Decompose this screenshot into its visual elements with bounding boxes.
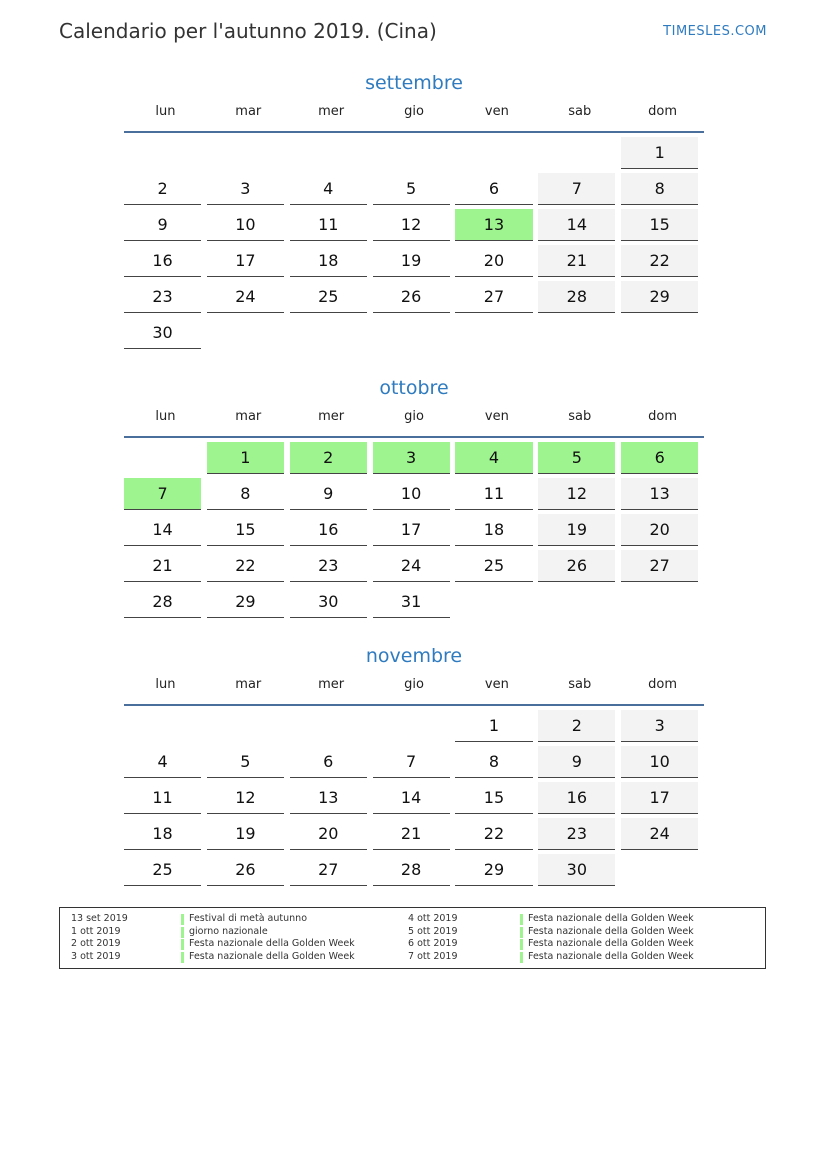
holiday-marker <box>181 927 184 938</box>
day-cell[interactable]: 14 <box>538 209 615 241</box>
day-cell[interactable]: 24 <box>373 550 450 582</box>
weekday-header <box>124 677 704 697</box>
week-row <box>124 550 704 586</box>
day-cell <box>207 317 284 348</box>
legend-row <box>71 926 401 939</box>
day-cell[interactable]: 9 <box>124 209 201 241</box>
month-name: novembre <box>365 645 463 667</box>
weekday-label: ven <box>484 104 509 119</box>
day-cell <box>373 317 450 348</box>
day-cell[interactable]: 1 <box>455 710 532 742</box>
weekday-label: ven <box>484 409 509 424</box>
day-cell[interactable]: 2 <box>124 173 201 205</box>
day-cell[interactable]: 9 <box>538 746 615 778</box>
week-row <box>124 442 704 478</box>
day-cell[interactable]: 13 <box>455 209 532 241</box>
day-cell[interactable]: 4 <box>290 173 367 205</box>
day-cell[interactable]: 5 <box>207 746 284 778</box>
week-row <box>124 245 704 281</box>
day-cell[interactable]: 21 <box>124 550 201 582</box>
day-cell[interactable]: 16 <box>124 245 201 277</box>
weekday-header <box>124 409 704 429</box>
day-cell[interactable]: 17 <box>621 782 698 814</box>
day-cell[interactable]: 26 <box>207 854 284 886</box>
day-cell <box>621 317 698 348</box>
day-cell[interactable]: 22 <box>207 550 284 582</box>
week-row <box>124 746 704 782</box>
day-cell <box>373 710 450 741</box>
day-cell[interactable]: 18 <box>290 245 367 277</box>
day-cell <box>207 137 284 168</box>
day-cell[interactable]: 8 <box>621 173 698 205</box>
weekday-label: sab <box>568 409 592 424</box>
holiday-marker <box>520 939 523 950</box>
day-cell[interactable]: 19 <box>207 818 284 850</box>
week-row <box>124 514 704 550</box>
day-cell[interactable]: 16 <box>290 514 367 546</box>
holiday-date: 6 ott 2019 <box>408 938 458 950</box>
day-cell[interactable]: 6 <box>290 746 367 778</box>
weekday-label: mar <box>235 677 262 692</box>
day-cell[interactable]: 27 <box>621 550 698 582</box>
day-cell[interactable]: 3 <box>207 173 284 205</box>
week-row <box>124 854 704 890</box>
day-cell <box>290 317 367 348</box>
day-cell[interactable]: 8 <box>455 746 532 778</box>
header-rule <box>124 704 704 706</box>
day-cell[interactable]: 5 <box>538 442 615 474</box>
holiday-marker <box>181 952 184 963</box>
day-cell[interactable]: 12 <box>538 478 615 510</box>
weekday-label: mer <box>318 409 345 424</box>
week-row <box>124 173 704 209</box>
day-cell[interactable]: 27 <box>455 281 532 313</box>
week-row <box>124 818 704 854</box>
header-rule <box>124 131 704 133</box>
day-cell[interactable]: 29 <box>455 854 532 886</box>
week-row <box>124 209 704 245</box>
weekday-label: sab <box>568 104 592 119</box>
day-cell[interactable]: 2 <box>538 710 615 742</box>
day-cell[interactable]: 1 <box>207 442 284 474</box>
day-cell[interactable]: 17 <box>373 514 450 546</box>
weekday-label: gio <box>404 677 424 692</box>
weekday-label: lun <box>155 677 176 692</box>
day-cell[interactable]: 2 <box>290 442 367 474</box>
holiday-marker <box>520 914 523 925</box>
header-rule <box>124 436 704 438</box>
day-cell[interactable]: 14 <box>124 514 201 546</box>
day-cell[interactable]: 7 <box>124 478 201 510</box>
weekday-label: lun <box>155 409 176 424</box>
day-cell[interactable]: 22 <box>455 818 532 850</box>
day-cell[interactable]: 21 <box>373 818 450 850</box>
day-cell[interactable]: 25 <box>290 281 367 313</box>
weekday-label: dom <box>648 677 678 692</box>
holiday-name: giorno nazionale <box>189 925 268 937</box>
day-cell[interactable]: 10 <box>207 209 284 241</box>
day-cell[interactable]: 28 <box>373 854 450 886</box>
legend-row <box>408 926 748 939</box>
day-cell <box>621 854 698 885</box>
day-cell[interactable]: 15 <box>621 209 698 241</box>
day-cell[interactable]: 4 <box>124 746 201 778</box>
holiday-date: 1 ott 2019 <box>71 925 121 937</box>
legend-row <box>71 913 401 926</box>
day-cell[interactable]: 13 <box>290 782 367 814</box>
day-cell <box>290 710 367 741</box>
holiday-marker <box>181 914 184 925</box>
day-cell <box>124 710 201 741</box>
day-cell[interactable]: 9 <box>290 478 367 510</box>
day-cell[interactable]: 29 <box>207 586 284 618</box>
day-cell[interactable]: 13 <box>621 478 698 510</box>
day-cell[interactable]: 30 <box>124 317 201 349</box>
day-cell <box>455 137 532 168</box>
day-cell[interactable]: 6 <box>621 442 698 474</box>
weekday-label: gio <box>404 409 424 424</box>
day-cell <box>290 137 367 168</box>
weekday-label: ven <box>484 677 509 692</box>
day-cell <box>373 137 450 168</box>
day-cell[interactable]: 10 <box>373 478 450 510</box>
weekday-label: sab <box>568 677 592 692</box>
weekday-label: mar <box>235 409 262 424</box>
month-ottobre <box>124 375 704 622</box>
day-cell[interactable]: 24 <box>207 281 284 313</box>
day-cell[interactable]: 17 <box>207 245 284 277</box>
day-cell[interactable]: 4 <box>455 442 532 474</box>
day-cell[interactable]: 26 <box>538 550 615 582</box>
legend-row <box>71 951 401 964</box>
month-name: settembre <box>365 72 463 94</box>
day-cell <box>124 442 201 473</box>
day-cell[interactable]: 28 <box>538 281 615 313</box>
weekday-label: dom <box>648 409 678 424</box>
week-row <box>124 137 704 173</box>
month-settembre <box>124 70 704 353</box>
week-row <box>124 710 704 746</box>
holiday-name: Festa nazionale della Golden Week <box>528 938 694 950</box>
day-cell[interactable]: 1 <box>621 137 698 169</box>
day-cell[interactable]: 20 <box>290 818 367 850</box>
legend-row <box>408 913 748 926</box>
day-cell[interactable]: 12 <box>373 209 450 241</box>
holiday-marker <box>520 927 523 938</box>
weekday-label: mer <box>318 104 345 119</box>
day-cell[interactable]: 6 <box>455 173 532 205</box>
day-cell[interactable]: 23 <box>290 550 367 582</box>
day-cell[interactable]: 25 <box>124 854 201 886</box>
holiday-date: 5 ott 2019 <box>408 925 458 937</box>
holiday-marker <box>520 952 523 963</box>
month-name: ottobre <box>379 377 449 399</box>
month-novembre <box>124 643 704 890</box>
day-cell[interactable]: 8 <box>207 478 284 510</box>
day-cell[interactable]: 3 <box>373 442 450 474</box>
week-row <box>124 281 704 317</box>
day-cell[interactable]: 11 <box>455 478 532 510</box>
legend-row <box>408 951 748 964</box>
day-cell[interactable]: 18 <box>124 818 201 850</box>
holiday-date: 3 ott 2019 <box>71 951 121 963</box>
day-cell[interactable]: 11 <box>124 782 201 814</box>
day-cell[interactable]: 25 <box>455 550 532 582</box>
day-cell <box>455 586 532 617</box>
week-row <box>124 317 704 353</box>
day-cell[interactable]: 31 <box>373 586 450 618</box>
day-cell[interactable]: 18 <box>455 514 532 546</box>
day-cell[interactable]: 24 <box>621 818 698 850</box>
weekday-label: mar <box>235 104 262 119</box>
day-cell[interactable]: 30 <box>290 586 367 618</box>
day-cell[interactable]: 12 <box>207 782 284 814</box>
holiday-legend <box>59 907 766 969</box>
weekday-label: dom <box>648 104 678 119</box>
day-cell <box>124 137 201 168</box>
holiday-date: 7 ott 2019 <box>408 951 458 963</box>
day-cell[interactable]: 22 <box>621 245 698 277</box>
day-cell[interactable]: 21 <box>538 245 615 277</box>
day-cell <box>207 710 284 741</box>
legend-row <box>408 938 748 951</box>
weekday-header <box>124 104 704 124</box>
holiday-name: Festa nazionale della Golden Week <box>528 913 694 924</box>
day-cell[interactable]: 10 <box>621 746 698 778</box>
holiday-name: Festa nazionale della Golden Week <box>528 925 694 937</box>
day-cell[interactable]: 11 <box>290 209 367 241</box>
holiday-name: Festival di metà autunno <box>189 913 308 924</box>
holiday-name: Festa nazionale della Golden Week <box>528 951 694 963</box>
holiday-date: 4 ott 2019 <box>408 913 458 924</box>
day-cell[interactable]: 20 <box>621 514 698 546</box>
day-cell[interactable]: 20 <box>455 245 532 277</box>
day-cell[interactable]: 7 <box>373 746 450 778</box>
day-cell[interactable]: 15 <box>455 782 532 814</box>
day-cell[interactable]: 29 <box>621 281 698 313</box>
holiday-date: 2 ott 2019 <box>71 938 121 950</box>
holiday-marker <box>181 939 184 950</box>
day-cell[interactable]: 3 <box>621 710 698 742</box>
day-cell[interactable]: 7 <box>538 173 615 205</box>
weekday-label: mer <box>318 677 345 692</box>
weekday-label: lun <box>155 104 176 119</box>
holiday-date: 13 set 2019 <box>71 913 128 924</box>
day-cell[interactable]: 15 <box>207 514 284 546</box>
weekday-label: gio <box>404 104 424 119</box>
week-row <box>124 782 704 818</box>
day-cell[interactable]: 30 <box>538 854 615 886</box>
day-cell[interactable]: 16 <box>538 782 615 814</box>
day-cell <box>621 586 698 617</box>
day-cell[interactable]: 27 <box>290 854 367 886</box>
day-cell <box>455 317 532 348</box>
day-cell <box>538 317 615 348</box>
holiday-name: Festa nazionale della Golden Week <box>189 951 355 963</box>
day-cell[interactable]: 28 <box>124 586 201 618</box>
page-title: Calendario per l'autunno 2019. (Cina) <box>59 19 437 43</box>
week-row <box>124 586 704 622</box>
day-cell <box>538 137 615 168</box>
day-cell[interactable]: 5 <box>373 173 450 205</box>
day-cell[interactable]: 19 <box>538 514 615 546</box>
day-cell[interactable]: 19 <box>373 245 450 277</box>
legend-row <box>71 938 401 951</box>
day-cell[interactable]: 23 <box>538 818 615 850</box>
day-cell <box>538 586 615 617</box>
holiday-name: Festa nazionale della Golden Week <box>189 938 355 950</box>
brand-link[interactable]: TIMESLES.COM <box>663 24 767 39</box>
day-cell[interactable]: 23 <box>124 281 201 313</box>
day-cell[interactable]: 14 <box>373 782 450 814</box>
week-row <box>124 478 704 514</box>
day-cell[interactable]: 26 <box>373 281 450 313</box>
